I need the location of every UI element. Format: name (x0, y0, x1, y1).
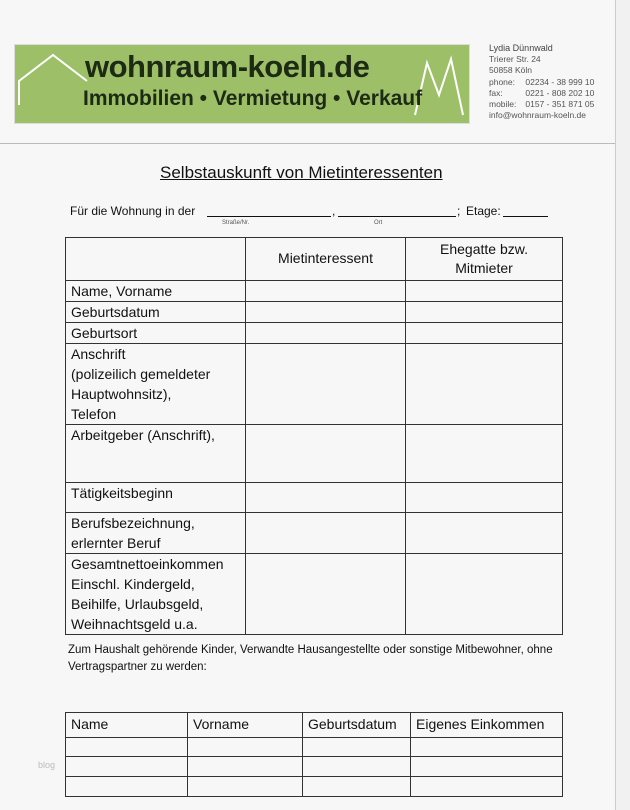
table-row (66, 554, 563, 635)
spouse-cell[interactable] (406, 323, 563, 344)
applicant-cell[interactable] (246, 281, 406, 302)
table-row (66, 483, 563, 513)
separator: , (332, 204, 336, 218)
spouse-cell[interactable] (406, 554, 563, 635)
fax-value: 0221 - 808 202 10 (525, 87, 595, 98)
apartment-label: Für die Wohnung in der (70, 204, 196, 218)
contact-email[interactable]: info@wohnraum-koeln.de (489, 110, 586, 121)
contact-street: Trierer Str. 24 (489, 54, 541, 65)
applicant-cell[interactable] (246, 554, 406, 635)
mobile-value: 0157 - 351 871 05 (525, 99, 595, 110)
header-applicant: Mietinteressent (246, 238, 406, 281)
row-label: Gesamtnettoeinkommen Einschl. Kindergeld, Beihilfe, Urlaubsgeld, Weihnachtsgeld u.a. (66, 554, 246, 635)
table-row (66, 513, 563, 554)
contact-city: 50858 Köln (489, 65, 533, 76)
fax-label: fax: (489, 87, 503, 98)
row-label: Berufsbezeichnung, erlernter Beruf (66, 513, 246, 554)
phone-value: 02234 - 38 999 10 (525, 76, 595, 87)
table-row (66, 344, 563, 425)
row-label: Arbeitgeber (Anschrift), (66, 425, 246, 483)
header-spouse: Ehegatte bzw. Mitmieter (406, 238, 563, 281)
watermark: blog (38, 760, 56, 770)
row-label: Anschrift (polizeilich gemeldeter Hauptwohnsitz), Telefon (66, 344, 246, 425)
applicant-cell[interactable] (246, 483, 406, 513)
floor-field[interactable] (503, 216, 548, 217)
logo-domain: wohnraum-koeln.de (85, 49, 370, 84)
logo-tagline: Immobilien • Vermietung • Verkauf (83, 87, 423, 110)
table-row (66, 425, 563, 483)
applicant-cell[interactable] (246, 302, 406, 323)
header-firstname: Vorname (188, 713, 303, 738)
city-hint: Ort (374, 220, 383, 226)
applicant-cell[interactable] (246, 425, 406, 483)
floor-label: Etage: (466, 204, 501, 218)
header-name: Name (66, 713, 188, 738)
header-birthdate: Geburtsdatum (303, 713, 411, 738)
table-row (66, 302, 563, 323)
separator: ; (457, 204, 461, 218)
contact-name: Lydia Dünnwald (489, 43, 553, 53)
city-field[interactable] (338, 216, 456, 217)
spouse-cell[interactable] (406, 425, 563, 483)
table-row (66, 776, 563, 796)
spouse-cell[interactable] (406, 483, 563, 513)
table-row (66, 281, 563, 302)
table-row (66, 756, 563, 776)
spouse-cell[interactable] (406, 281, 563, 302)
header-divider (0, 143, 615, 144)
phone-label: phone: (489, 76, 515, 87)
household-table (65, 712, 563, 797)
street-field[interactable] (207, 216, 331, 217)
row-label: Tätigkeitsbeginn (66, 483, 246, 513)
header-income: Eigenes Einkommen (411, 713, 563, 738)
applicant-cell[interactable] (246, 513, 406, 554)
spouse-cell[interactable] (406, 513, 563, 554)
spouse-cell[interactable] (406, 302, 563, 323)
row-label: Name, Vorname (66, 281, 246, 302)
spouse-cell[interactable] (406, 344, 563, 425)
page-title: Selbstauskunft von Mietinteressenten (160, 163, 443, 182)
row-label: Geburtsdatum (66, 302, 246, 323)
applicant-cell[interactable] (246, 344, 406, 425)
table-row (66, 737, 563, 756)
applicant-table (65, 237, 563, 635)
row-label: Geburtsort (66, 323, 246, 344)
household-note: Zum Haushalt gehörende Kinder, Verwandte Hausangestellte oder sonstige Mitbewohner, ohne Vertragspartner zu werden: (68, 644, 553, 673)
contact-block (489, 43, 594, 121)
street-hint: Straße/Nr. (222, 220, 250, 226)
applicant-cell[interactable] (246, 323, 406, 344)
table-row (66, 323, 563, 344)
company-logo (14, 44, 470, 124)
mobile-label: mobile: (489, 99, 517, 110)
